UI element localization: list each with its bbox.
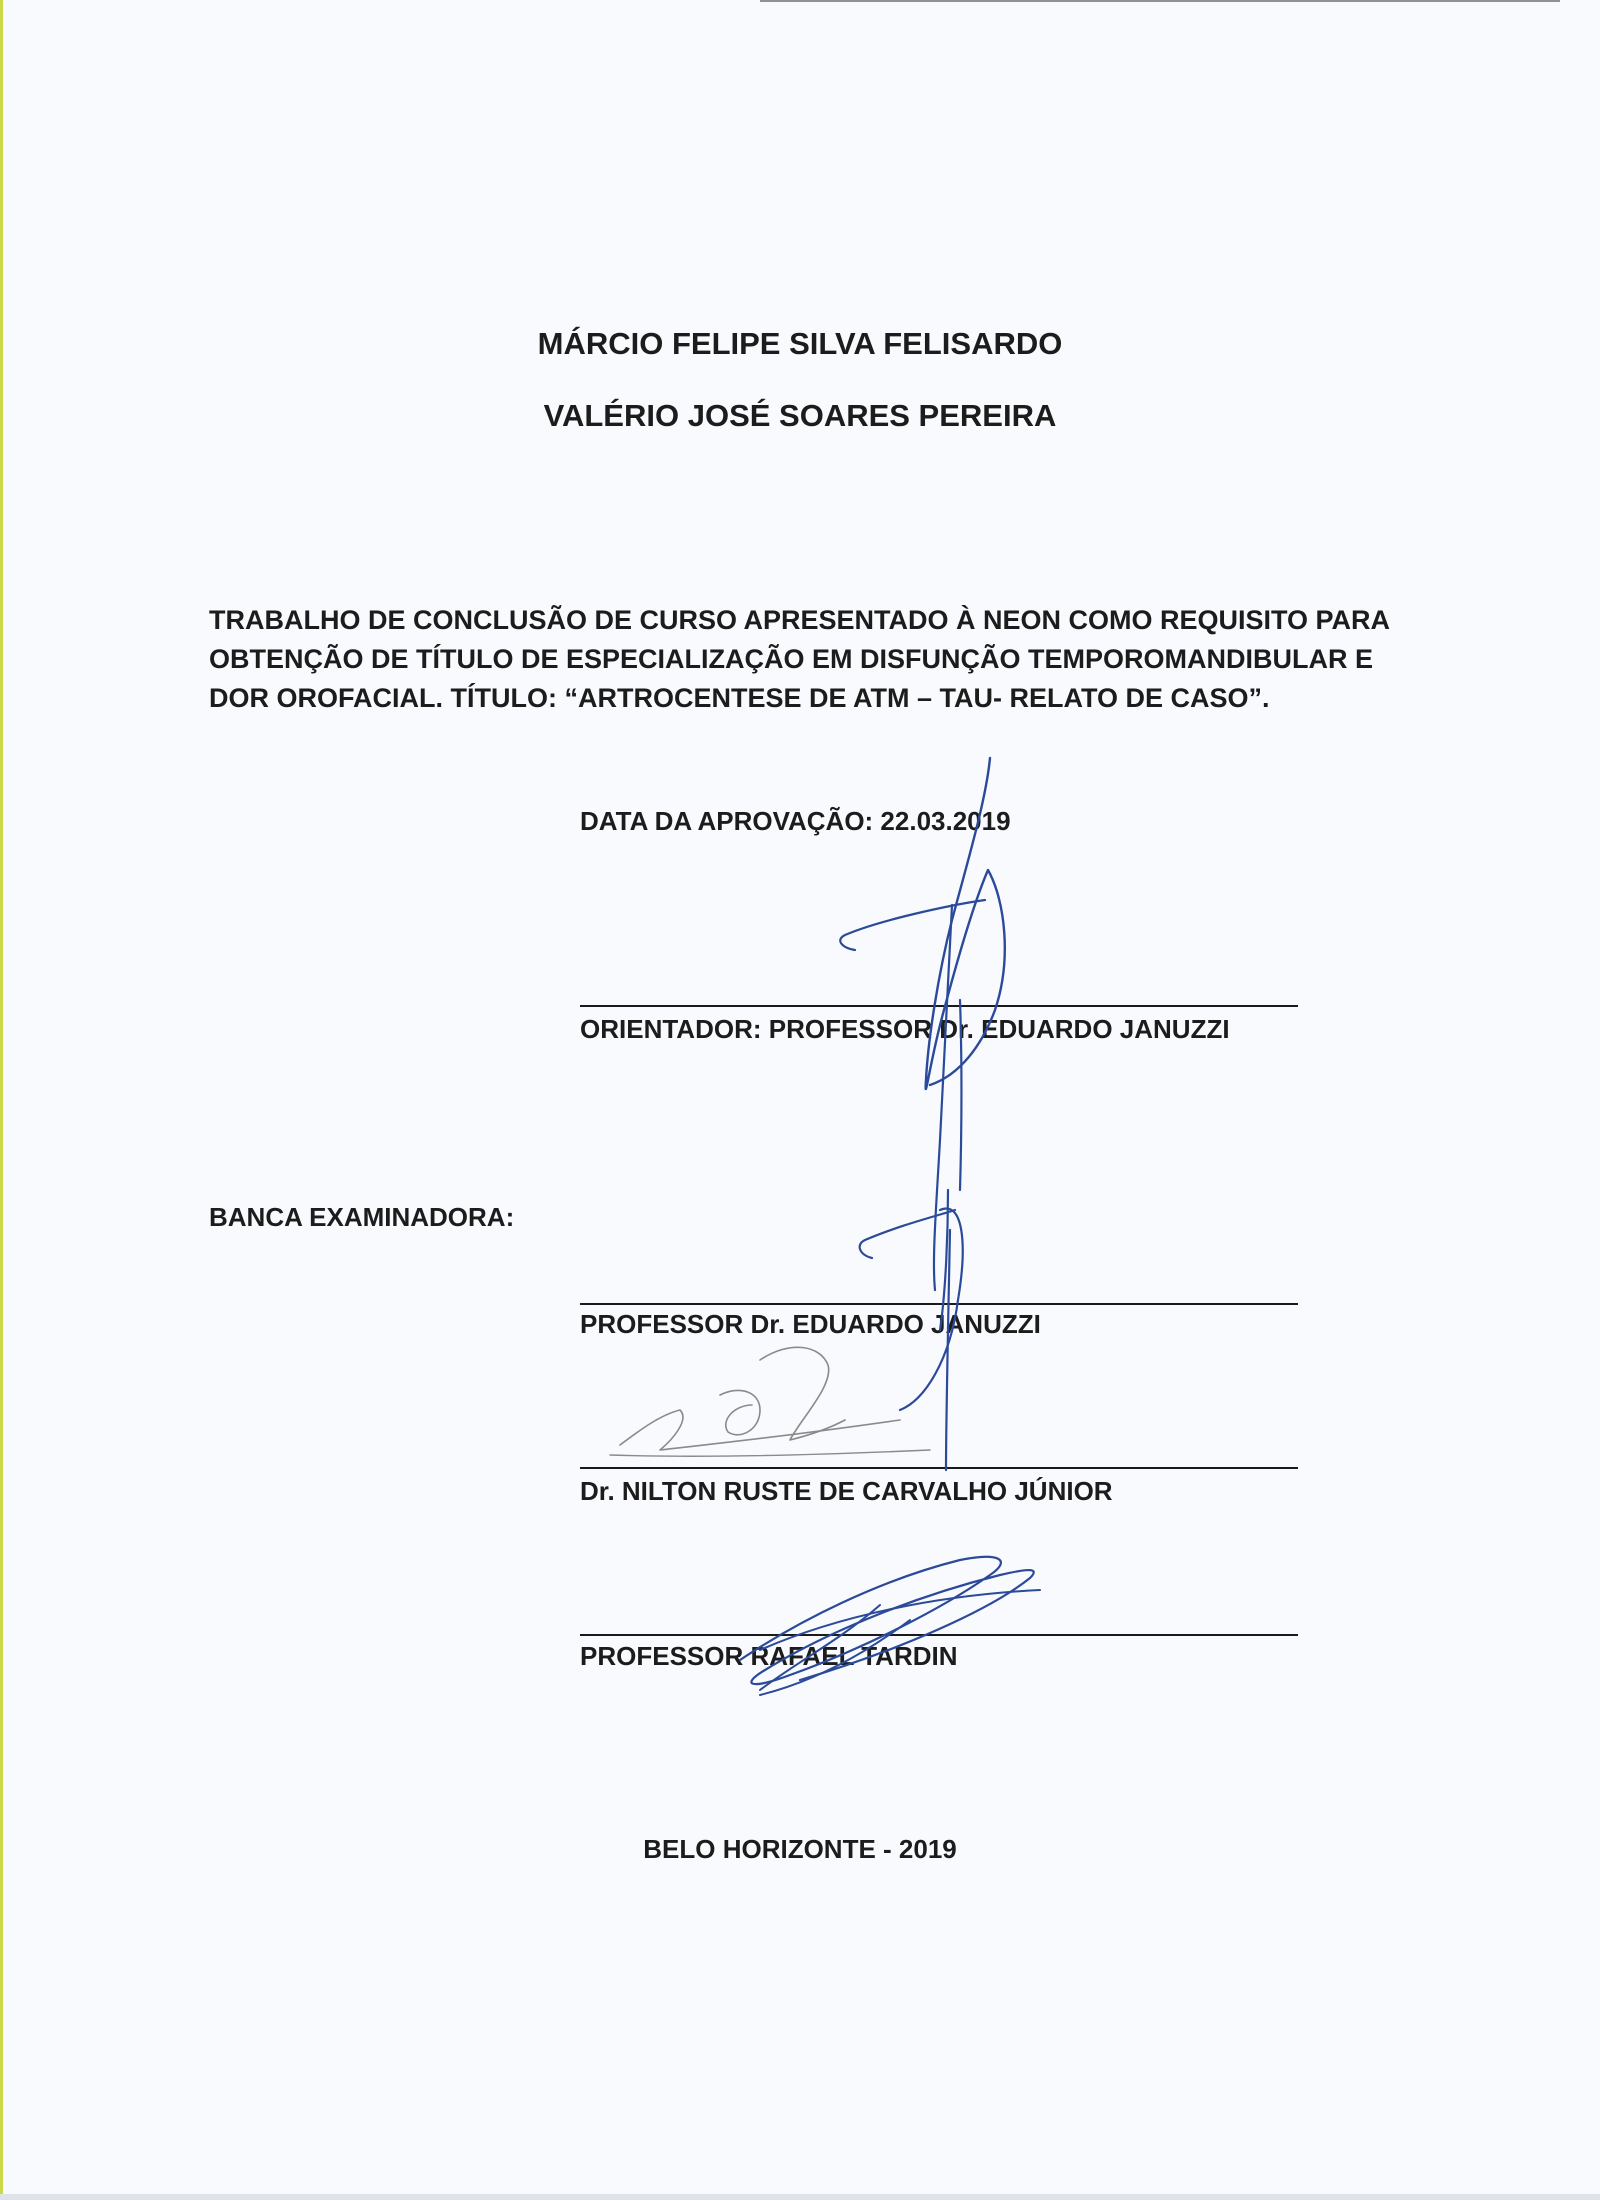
description-line-1: TRABALHO DE CONCLUSÃO DE CURSO APRESENTADO À NEON COMO REQUISITO PARA bbox=[209, 605, 1391, 635]
signature-line-member-1 bbox=[580, 1303, 1298, 1305]
thesis-description bbox=[209, 601, 1391, 718]
signature-line-member-2 bbox=[580, 1467, 1298, 1469]
tardin-signature-icon bbox=[740, 1557, 1040, 1695]
scan-edge-top bbox=[760, 0, 1560, 2]
approval-date: DATA DA APROVAÇÃO: 22.03.2019 bbox=[580, 806, 1011, 836]
signature-line-member-3 bbox=[580, 1634, 1298, 1636]
signature-line-advisor bbox=[580, 1005, 1298, 1007]
committee-member-2: Dr. NILTON RUSTE DE CARVALHO JÚNIOR bbox=[580, 1476, 1113, 1506]
city-year: BELO HORIZONTE - 2019 bbox=[643, 1834, 957, 1864]
description-line-2: OBTENÇÃO DE TÍTULO DE ESPECIALIZAÇÃO EM DISFUNÇÃO TEMPOROMANDIBULAR E bbox=[209, 644, 1374, 674]
advisor-name: ORIENTADOR: PROFESSOR Dr. EDUARDO JANUZZI bbox=[580, 1014, 1230, 1044]
committee-member-3: PROFESSOR RAFAEL TARDIN bbox=[580, 1641, 958, 1671]
advisor-signature-icon bbox=[840, 758, 1005, 1470]
committee-heading: BANCA EXAMINADORA: bbox=[209, 1202, 515, 1232]
pencil-signature-icon bbox=[610, 1347, 930, 1456]
scan-edge-bottom bbox=[0, 2194, 1600, 2200]
author-name-2: VALÉRIO JOSÉ SOARES PEREIRA bbox=[543, 398, 1057, 433]
committee-member-1: PROFESSOR Dr. EDUARDO JANUZZI bbox=[580, 1309, 1041, 1339]
description-line-3: DOR OROFACIAL. TÍTULO: “ARTROCENTESE DE ATM – TAU- RELATO DE CASO”. bbox=[209, 683, 1270, 713]
author-name-1: MÁRCIO FELIPE SILVA FELISARDO bbox=[537, 326, 1063, 361]
